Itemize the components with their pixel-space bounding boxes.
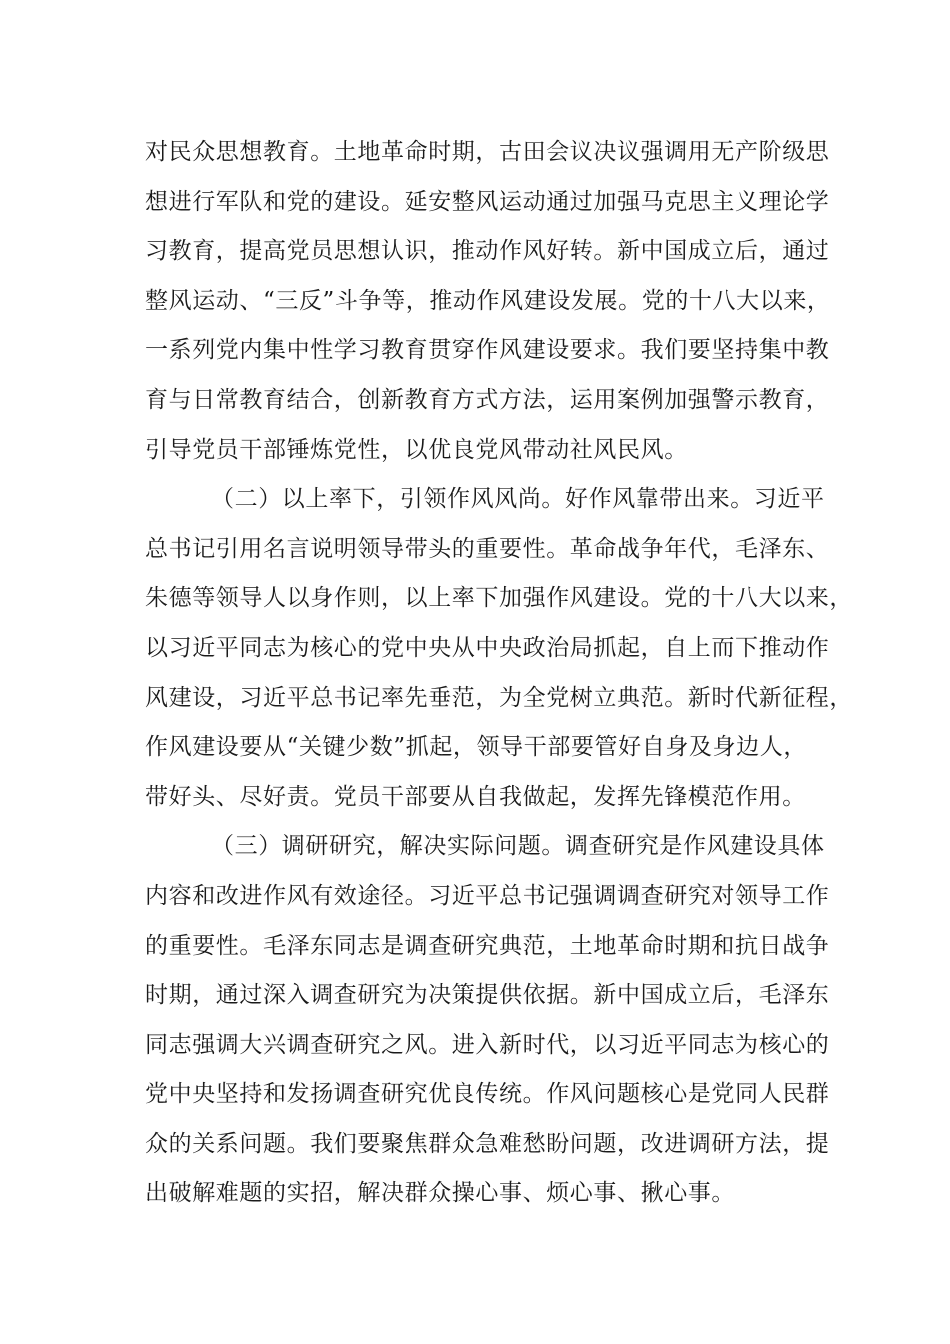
text-line: 对民众思想教育。土地革命时期，古田会议决议强调用无产阶级思 [145, 139, 830, 165]
text-line: 总书记引用名言说明领导带头的重要性。革命战争年代，毛泽东、 [145, 535, 830, 562]
text-line: 朱德等领导人以身作则，以上率下加强作风建设。党的十八大以来， [145, 585, 853, 612]
section-two-heading-line: （二）以上率下，引领作风风尚。好作风靠带出来。习近平 [211, 486, 825, 513]
text-line: 带好头、尽好责。党员干部要从自我做起，发挥先锋模范作用。 [145, 783, 806, 810]
section-three-heading-line: （三）调研研究，解决实际问题。调查研究是作风建设具体 [211, 833, 825, 860]
text-line: 习教育，提高党员思想认识，推动作风好转。新中国成立后，通过 [145, 238, 830, 265]
document-body [145, 128, 853, 1219]
text-line: 时期，通过深入调查研究为决策提供依据。新中国成立后，毛泽东 [145, 982, 830, 1009]
text-line: 出破解难题的实招，解决群众操心事、烦心事、揪心事。 [145, 1180, 735, 1207]
text-line: 党中央坚持和发扬调查研究优良传统。作风问题核心是党同人民群 [145, 1081, 830, 1108]
text-line: 一系列党内集中性学习教育贯穿作风建设要求。我们要坚持集中教 [145, 337, 830, 364]
text-line: 众的关系问题。我们要聚焦群众急难愁盼问题，改进调研方法，提 [145, 1130, 830, 1157]
text-line: 整风运动、“三反”斗争等，推动作风建设发展。党的十八大以来， [145, 287, 831, 314]
text-line: 想进行军队和党的建设。延安整风运动通过加强马克思主义理论学 [145, 188, 830, 215]
text-line: 风建设，习近平总书记率先垂范，为全党树立典范。新时代新征程， [145, 684, 853, 711]
text-line: 的重要性。毛泽东同志是调查研究典范，土地革命时期和抗日战争 [145, 932, 830, 959]
text-line: 以习近平同志为核心的党中央从中央政治局抓起，自上而下推动作 [145, 634, 830, 661]
text-line: 内容和改进作风有效途径。习近平总书记强调调查研究对领导工作 [145, 882, 830, 909]
text-line: 同志强调大兴调查研究之风。进入新时代，以习近平同志为核心的 [145, 1031, 830, 1058]
text-line: 作风建设要从“关键少数”抓起，领导干部要管好自身及身边人， [145, 734, 807, 761]
text-line: 育与日常教育结合，创新教育方式方法，运用案例加强警示教育， [145, 386, 830, 413]
text-line: 引导党员干部锤炼党性，以优良党风带动社风民风。 [145, 436, 688, 463]
